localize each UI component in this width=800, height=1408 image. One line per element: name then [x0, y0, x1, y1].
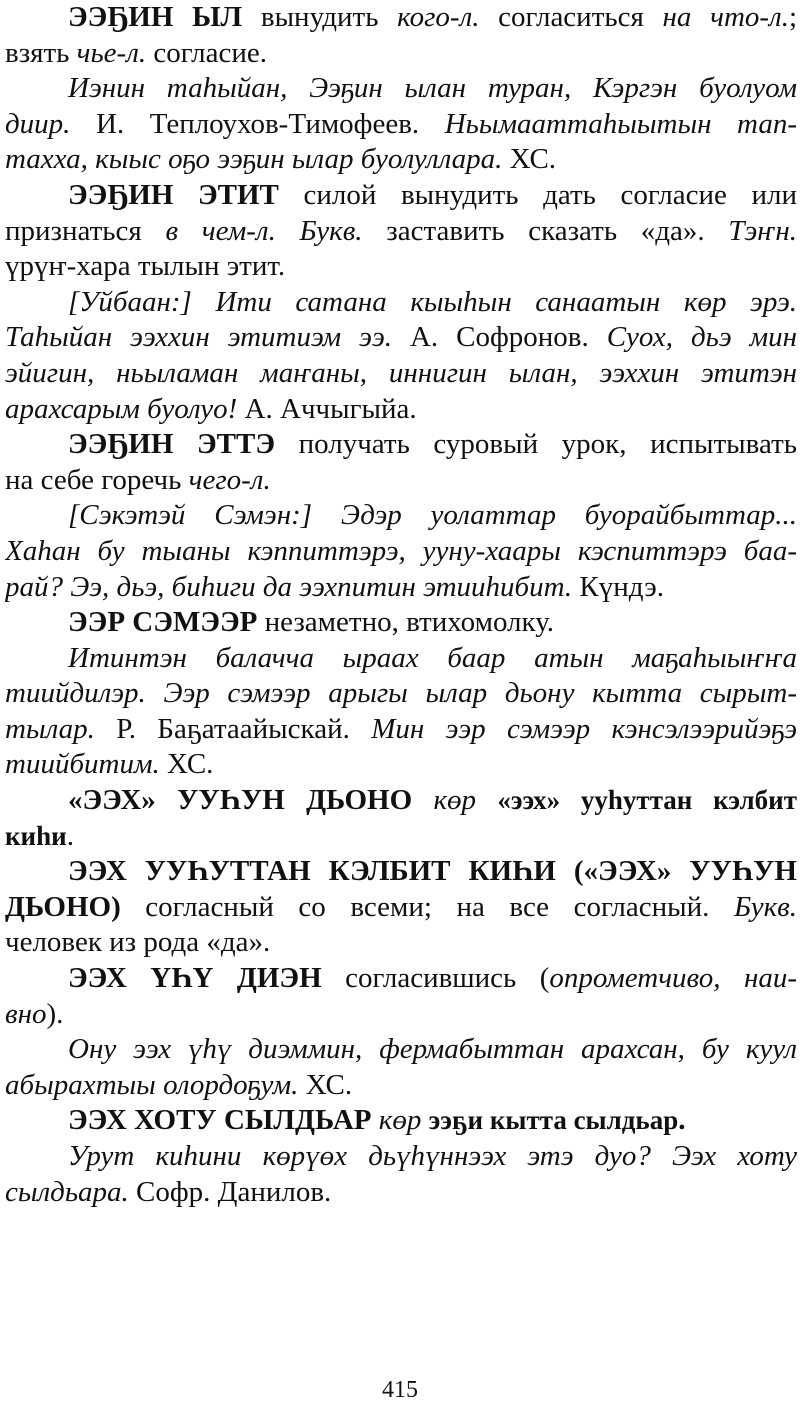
entry-headword: ЭЭР СЭМЭЭР: [68, 606, 258, 639]
example-line: Итинтэн балачча ыраах баар атын маҕаһыыҥҥа: [68, 641, 797, 674]
entry-headword: ЭЭХ ХОТУ СЫЛДЬАР: [68, 1104, 372, 1137]
cross-reference: киһи: [5, 820, 67, 851]
entry-headword: ЭЭХ ҮҺҮ ДИЭН: [68, 962, 322, 995]
entry-headword: ЭЭҔИН ЫЛ: [68, 1, 243, 33]
entry-line: ЭЭҔИН ЭТИТ силой вынудить дать согласие или: [68, 178, 797, 211]
entry-headword: ЭЭҔИН ЭТТЭ: [68, 428, 275, 461]
page-number: 415: [382, 1377, 418, 1403]
entry-line: ДЬОНО) согласный со всеми; на все согласный. Букв.: [5, 890, 797, 923]
example-line: Таһыйан ээххин этитиэм ээ. А. Софронов. Суох, дьэ мин: [5, 321, 797, 354]
cross-reference: «ээх» ууһуттан кэлбит: [497, 785, 797, 816]
example-line: абырахтыы олордоҕум. ХС.: [5, 1068, 353, 1101]
example-line: тахха, кыыс оҕо ээҕин ылар буолуллара. ХС.: [5, 143, 557, 176]
example-line: сылдьара. Софр. Данилов.: [5, 1175, 332, 1208]
entry-line: вно).: [5, 997, 64, 1030]
example-line: [Сэкэтэй Сэмэн:] Эдэр уолаттар буорайбыттар...: [68, 499, 797, 532]
entry-line: на себе горечь чего-л.: [5, 463, 271, 496]
example-line: эйигин, ньыламан маҥаны, иннигин ылан, ээххин этитэн: [5, 356, 797, 389]
example-line: Урут киһини көрүөх дьүһүннээх этэ дуо? Ээх хоту: [68, 1140, 797, 1172]
entry-line: ЭЭР СЭМЭЭР незаметно, втихомолку.: [68, 606, 555, 639]
entry-line: взять чье-л. согласие.: [5, 36, 268, 69]
example-line: Ону ээх үһү диэммин, фермабыттан арахсан, бу куул: [68, 1033, 797, 1066]
example-line: тиийбитим. ХС.: [5, 748, 214, 781]
example-line: тылар. Р. Баҕатаайыскай. Мин ээр сэмээр кэнсэлээрийэҕэ: [5, 712, 797, 745]
example-line: арахсарым буолуо! А. Аччыгыйа.: [5, 392, 417, 425]
example-line: тиийдилэр. Ээр сэмээр арыгы ылар дьону кытта сырыт-: [5, 677, 797, 710]
example-line: [Уйбаан:] Ити сатана кыыһын санаатын көр эрэ.: [68, 285, 797, 318]
entry-line: ЭЭХ ХОТУ СЫЛДЬАР көр ээҕи кытта сылдьар.: [68, 1104, 686, 1137]
example-line: Хаһан бу тыаны кэппиттэрэ, ууну-хаары кэспиттэрэ баа-: [5, 534, 797, 567]
example-line: диир. И. Теплоухов-Тимофеев. Ньымааттаһыытын тап-: [5, 107, 797, 140]
entry-line: «ЭЭХ» УУҺУН ДЬОНО көр «ээх» ууһуттан кэлбит: [68, 784, 797, 817]
example-line: Иэнин таһыйан, Ээҕин ылан туран, Кэргэн буолуом: [68, 72, 797, 105]
example-line: рай? Ээ, дьэ, биһиги да ээхпитин этииһибит. Күндэ.: [5, 570, 664, 603]
entry-headword: ЭЭХ УУҺУТТАН КЭЛБИТ КИҺИ («ЭЭХ» УУҺУН: [68, 855, 797, 888]
entry-line: киһи.: [5, 819, 74, 852]
entry-line: ЭЭХ ҮҺҮ ДИЭН согласившись (опрометчиво, наи-: [68, 962, 797, 995]
cross-reference: ээҕи кытта сылдьар: [428, 1105, 679, 1136]
dictionary-page: [5, 0, 797, 1210]
entry-line: ЭЭҔИН ЫЛ вынудить кого-л. согласиться на что-л.;: [68, 1, 797, 33]
entry-headword: «ЭЭХ» УУҺУН ДЬОНО: [68, 784, 413, 817]
entry-line: үрүҥ-хара тылын этит.: [5, 250, 286, 283]
entry-line: человек из рода «да».: [5, 926, 271, 959]
entry-headword: ЭЭҔИН ЭТИТ: [68, 178, 279, 211]
entry-line: признаться в чем-л. Букв. заставить сказать «да». Тэҥн.: [5, 214, 797, 247]
entry-line: ЭЭҔИН ЭТТЭ получать суровый урок, испытывать: [68, 428, 797, 461]
